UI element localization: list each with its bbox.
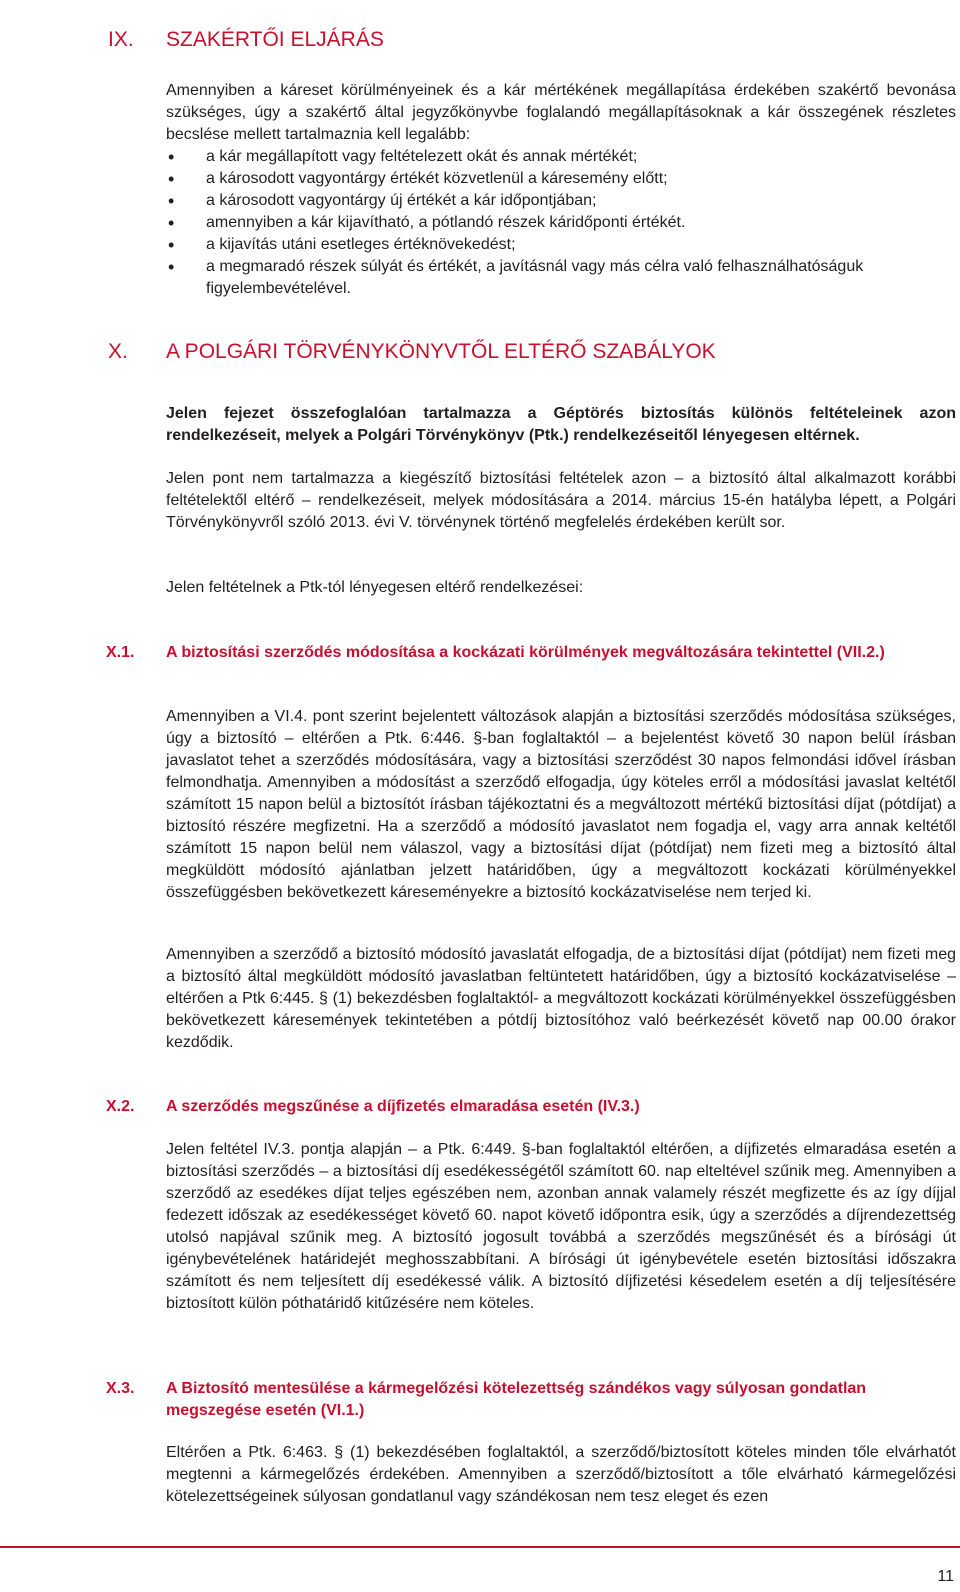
list-item: • a megmaradó részek súlyát és értékét, a javításnál vagy más célra való felhasználhatóságuk figyelembevételével.	[166, 256, 956, 300]
section-intro-paragraph: Amennyiben a káreset körülményeinek és a kár mértékének megállapítása érdekében szakértő bevonása szükséges, úgy a szakértő által jegyzőkönyvbe foglalandó megállapításoknak a kár összegének részletes becslése mellett tartalmaznia kell legalább:	[166, 82, 956, 143]
list-item: • a kijavítás utáni esetleges értéknövekedést;	[166, 234, 956, 256]
page-number: 11	[937, 1568, 954, 1585]
section-title: SZAKÉRTŐI ELJÁRÁS	[166, 28, 384, 51]
list-item: • a kár megállapított vagy feltételezett okát és annak mértékét;	[166, 146, 956, 168]
paragraph: Amennyiben a szerződő a biztosító módosító javaslatát elfogadja, de a biztosítási díjat (pótdíjat) nem fizeti meg a biztosító által megküldött módosító javaslatban feltüntetett határidőben, úgy a biztosító kockázatviselése – eltérően a Ptk 6:445. § (1) bekezdésben foglaltaktól- a megváltozott kockázati körülményekkel összefüggésben bekövetkezett káresemények tekintetében a pótdíj biztosítóhoz való beérkezését követő nap 00.00 órakor kezdődik.	[166, 946, 956, 1051]
subsection-number: X.1.	[106, 644, 135, 661]
footer-rule	[0, 1546, 960, 1548]
section-number: X.	[108, 340, 128, 363]
subsection-title: A biztosítási szerződés módosítása a kockázati körülmények megváltozására tekintettel (VII.2.)	[166, 644, 885, 661]
subsection-number: X.2.	[106, 1098, 135, 1115]
paragraph: Eltérően a Ptk. 6:463. § (1) bekezdésében foglaltaktól, a szerződő/biztosított köteles minden tőle elvárhatót megtenni a kármegelőzés érdekében. Amennyiben a szerződő/biztosított a tőle elvárható kármegelőzési kötelezettségeinek súlyosan gondatlanul vagy szándékosan nem tesz eleget és ezen	[166, 1444, 956, 1505]
list-item: • a károsodott vagyontárgy új értékét a kár időpontjában;	[166, 190, 956, 212]
paragraph: Amennyiben a VI.4. pont szerint bejelentett változások alapján a biztosítási szerződés módosítása szükséges, úgy a biztosító – eltérően a Ptk. 6:446. §-ban foglaltaktól – a bejelentést követő 30 napon belül írásban javaslatot tehet a szerződés módosítására, vagy a biztosítási szerződést 30 napos felmondási idővel írásban felmondhatja. Amennyiben a módosítást a szerződő elfogadja, úgy köteles erről a módosítási javaslat keltétől számított 15 napon belül a biztosítót írásban tájékoztatni és a megváltozott mértékű biztosítási díjat (pótdíjat) a biztosító részére megfizetni. Ha a szerződő a módosító javaslatot nem fogadja el, vagy arra annak keltétől számított 15 napon belül nem válaszol, vagy a biztosítási díjat (pótdíjat) nem fizeti meg a biztosító által megküldött módosító ajánlatban jelzett határidőben, úgy a megváltozott kockázati körülményekkel összefüggésben bekövetkezett káreseményekre a biztosító kockázatviselése nem terjed ki.	[166, 708, 956, 901]
subsection-number: X.3.	[106, 1380, 135, 1397]
section-number: IX.	[108, 28, 134, 51]
section-bold-intro: Jelen fejezet összefoglalóan tartalmazza a Géptörés biztosítás különös feltételeinek azon rendelkezéseit, melyek a Polgári Törvénykönyv (Ptk.) rendelkezéseitől lényegesen eltérnek.	[166, 405, 956, 444]
list-item: • amennyiben a kár kijavítható, a pótlandó részek káridőponti értékét.	[166, 212, 956, 234]
subsection-title: A szerződés megszűnése a díjfizetés elmaradása esetén (IV.3.)	[166, 1098, 640, 1115]
paragraph: Jelen pont nem tartalmazza a kiegészítő biztosítási feltételek azon – a biztosító által alkalmazott korábbi feltételektől eltérő – rendelkezéseit, melyek módosítására a 2014. március 15-én hatályba lépett, a Polgári Törvénykönyvről szóló 2013. évi V. törvénynek történő megfelelés érdekében került sor.	[166, 470, 956, 531]
requirements-list	[166, 146, 956, 300]
subsection-title: A Biztosító mentesülése a kármegelőzési kötelezettség szándékos vagy súlyosan gondatlan megszegése esetén (VI.1.)	[166, 1380, 867, 1419]
section-title: A POLGÁRI TÖRVÉNYKÖNYVTŐL ELTÉRŐ SZABÁLYOK	[166, 340, 716, 363]
list-item: • a károsodott vagyontárgy értékét közvetlenül a káresemény előtt;	[166, 168, 956, 190]
paragraph: Jelen feltétel IV.3. pontja alapján – a Ptk. 6:449. §-ban foglaltaktól eltérően, a díjfizetés elmaradása esetén a biztosítási szerződés – a biztosítási díj esedékességétől számított 60. nap elteltével szűnik meg. Amennyiben a szerződő az esedékes díjat teljes egészében nem, azonban annak valamely részét megfizette és az így díjjal fedezett időszak az esedékességet követő 60. napot követő időpontra esik, úgy a szerződés a díjrendezettség utolsó napjával szűnik meg. A biztosító jogosult továbbá a szerződés megszűnését és a bírósági út igénybevételének határidejét meghosszabbítani. A bírósági út igénybevétele esetén biztosítási időszakra számított és nem teljesített díj esedékessé válik. A biztosító díjfizetési késedelem esetén a díj teljesítésére biztosított külön póthatáridő kitűzésére nem köteles.	[166, 1141, 956, 1312]
paragraph: Jelen feltételnek a Ptk-tól lényegesen eltérő rendelkezései:	[166, 579, 584, 596]
